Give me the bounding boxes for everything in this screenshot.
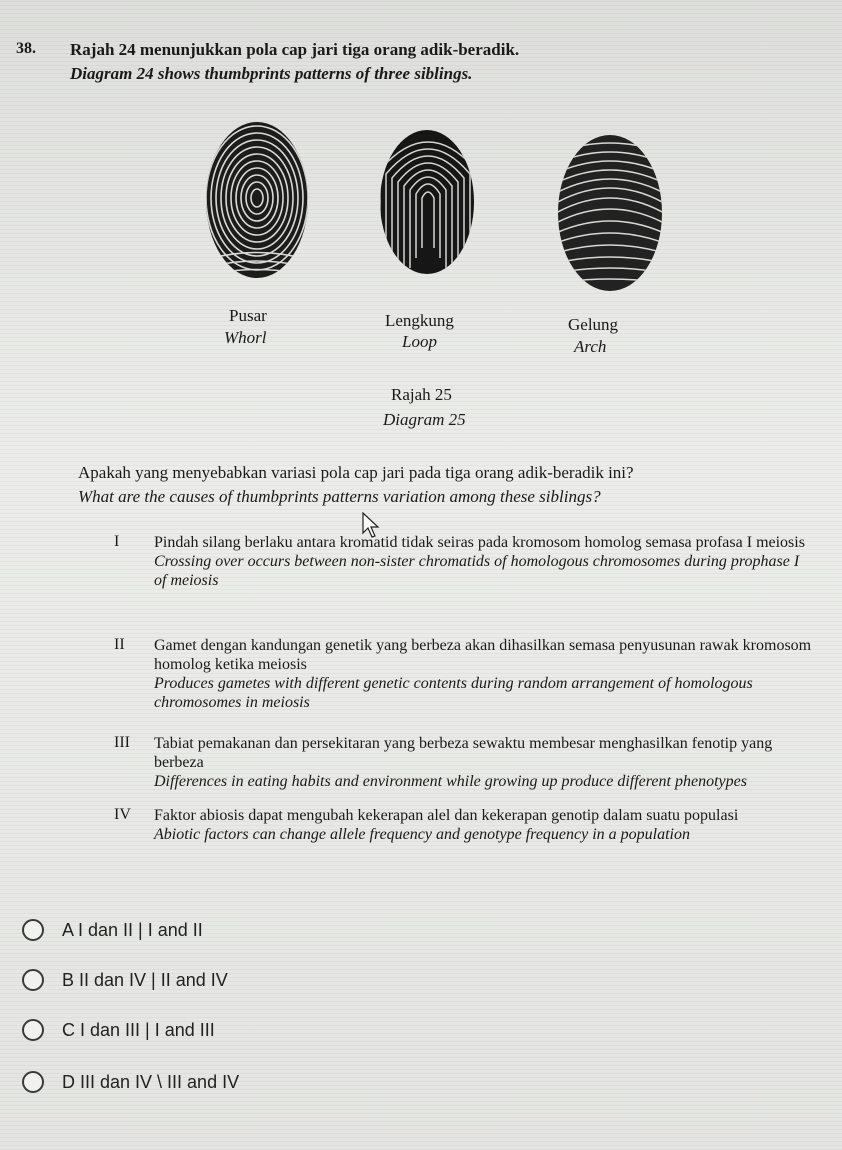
option-c[interactable]	[22, 1012, 215, 1048]
radio-button[interactable]	[22, 969, 44, 991]
arch-fingerprint-icon	[556, 133, 664, 293]
statement	[154, 806, 814, 844]
statement-number: IV	[114, 806, 131, 823]
loop-fingerprint-icon	[378, 128, 476, 276]
question-number: 38.	[16, 40, 36, 57]
option-label: B II dan IV | II and IV	[62, 969, 228, 990]
loop-label-en: Loop	[402, 332, 437, 351]
question-text-en: Diagram 24 shows thumbprints patterns of three siblings.	[70, 64, 473, 83]
radio-button[interactable]	[22, 1019, 44, 1041]
arch-label-ms: Gelung	[568, 315, 619, 334]
option-label: C I dan III | I and III	[62, 1019, 215, 1040]
prompt-en: What are the causes of thumbprints patterns variation among these siblings?	[78, 487, 601, 506]
diagram-caption-en: Diagram 25	[383, 410, 466, 429]
statement-number: I	[114, 533, 120, 550]
radio-button[interactable]	[22, 919, 44, 941]
option-d[interactable]	[22, 1064, 239, 1100]
statement	[154, 734, 814, 791]
whorl-label-ms: Pusar	[229, 306, 267, 325]
whorl-label-en: Whorl	[224, 328, 267, 347]
whorl-fingerprint-icon	[204, 120, 310, 280]
option-a[interactable]	[22, 912, 203, 948]
loop-label-ms: Lengkung	[385, 311, 454, 330]
question-text-ms: Rajah 24 menunjukkan pola cap jari tiga orang adik-beradik.	[70, 40, 520, 59]
radio-button[interactable]	[22, 1071, 44, 1093]
statement-text-ms: Faktor abiosis dapat mengubah kekerapan alel dan kekerapan genotip dalam suatu populasi	[154, 807, 739, 824]
statement-text-en: Differences in eating habits and environment while growing up produce different phenotypes	[154, 773, 747, 790]
statement-text-en: Produces gametes with different genetic contents during random arrangement of homologous chromosomes in meiosis	[154, 675, 753, 711]
prompt-ms: Apakah yang menyebabkan variasi pola cap jari pada tiga orang adik-beradik ini?	[78, 463, 634, 482]
statement-text-en: Abiotic factors can change allele frequency and genotype frequency in a population	[154, 826, 690, 843]
statement-number: III	[114, 734, 130, 751]
diagram-caption-ms: Rajah 25	[391, 385, 452, 404]
option-label: D III dan IV \ III and IV	[62, 1071, 240, 1092]
statement-text-ms: Gamet dengan kandungan genetik yang berbeza akan dihasilkan semasa penyusunan rawak kromosom homolog ketika meiosis	[154, 637, 812, 673]
statement-text-ms: Tabiat pemakanan dan persekitaran yang berbeza sewaktu membesar menghasilkan fenotip yang berbeza	[154, 735, 773, 771]
arch-label-en: Arch	[574, 337, 607, 356]
option-label: A I dan II | I and II	[62, 919, 203, 940]
mouse-pointer-icon	[362, 512, 380, 538]
statement	[154, 533, 814, 590]
statement-number: II	[114, 636, 125, 653]
option-b[interactable]	[22, 962, 228, 998]
statement	[154, 636, 814, 712]
statement-text-en: Crossing over occurs between non-sister chromatids of homologous chromosomes during prophase I of meiosis	[154, 553, 800, 589]
statement-text-ms: Pindah silang berlaku antara kromatid tidak seiras pada kromosom homolog semasa profasa I meiosis	[154, 534, 805, 551]
